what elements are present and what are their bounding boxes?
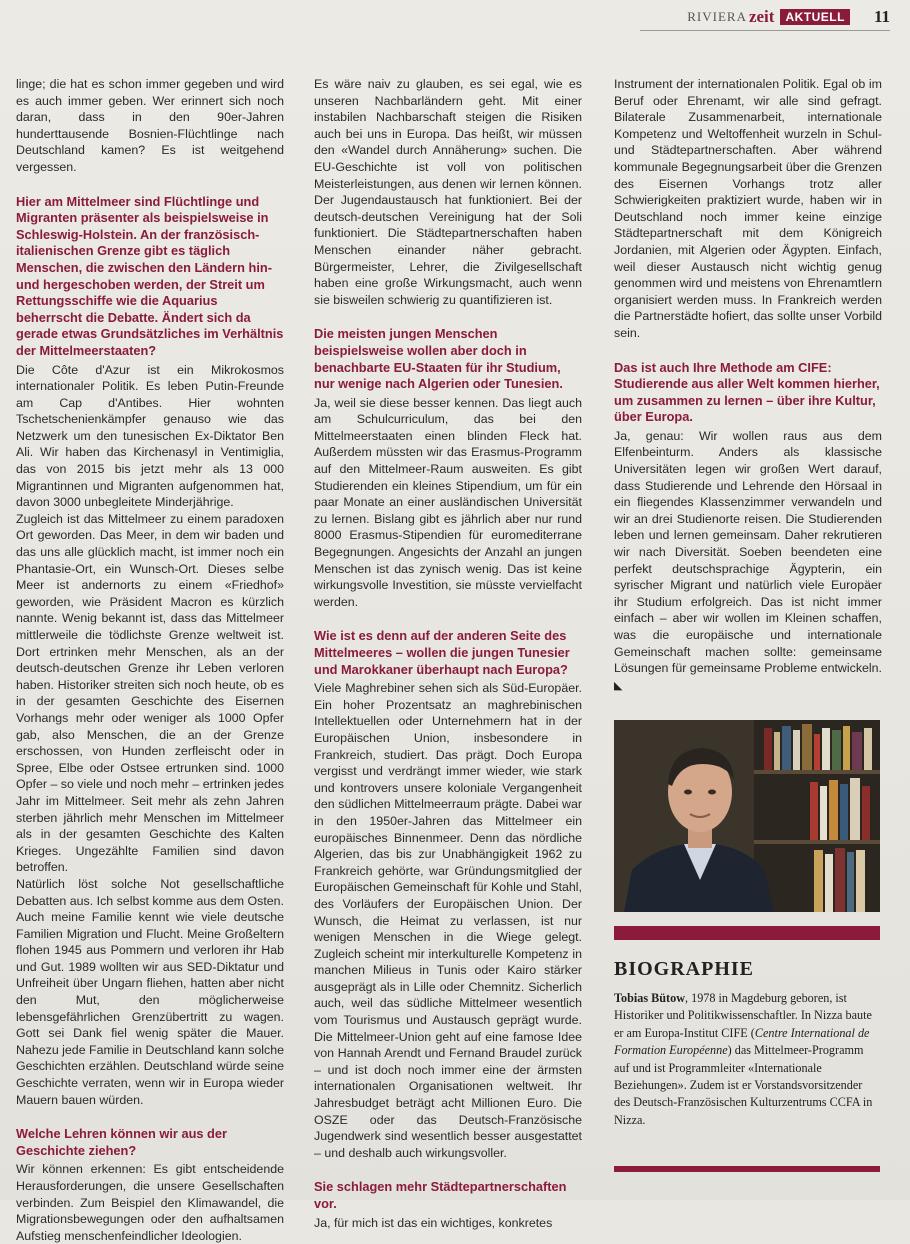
paragraph: Die Côte d'Azur ist ein Mikrokosmos internationaler Politik. Es leben Putin-Freunde am Cap d'Antibes. Hier wohnten Tschetschenienkämpfer genauso wie das Netzwerk um den tunesischen Ex-Diktator Ben Ali. Wir haben das Kirchenasyl in Ventimiglia, das von 2015 bis jetzt mehr als 13 000 Migrantinnen und Migranten aufgenommen hat, davon 3000 unbegleitete Minderjährige. [16, 362, 284, 510]
biography-name: Tobias Bütow [614, 991, 686, 1005]
paragraph-text: Ja, genau: Wir wollen raus aus dem Elfenbeinturm. Anders als klassische Universitäten legen wir großen Wert darauf, dass Studierende und Lehrende den Hörsaal in ein fliegendes Klassenzimmer verwandeln und wir an drei Studienorte reisen. Die Studierenden leben und lernen gemeinsam. Daher rekrutieren wir nach Diversität. Soeben beendeten eine perfekt deutschsprachige Ägypterin, ein syrischer Migrant und natürlich viele Europäer ihr Studium erfolgreich. Das ist nicht immer einfach – aber wir wollen im Kleinen schaffen, was die europäische und internationale Gemeinschaft machen sollte: gemeinsame Lösungen für gemeinsame Probleme entwickeln. [614, 428, 882, 676]
biography-title: BIOGRAPHIE [614, 958, 755, 980]
column-2 [314, 76, 582, 1231]
end-mark-icon: ◣ [614, 679, 623, 692]
paragraph: linge; die hat es schon immer gegeben und wird es auch immer geben. Wer erinnert sich noch daran, dass in den 90er-Jahren hunderttausende Bosnien-Flüchtlinge nach Deutschland kamen? Es ist weitgehend vergessen. [16, 77, 284, 174]
biography-institute-name: Centre International de Formation Européenne [614, 1025, 870, 1058]
paragraph: Natürlich löst solche Not gesellschaftliche Debatten aus. Ich selbst komme aus dem Osten. Auch meine Familie kennt wie viele deutsche Familien Migration und Flucht. Meine Großeltern flohen 1945 aus Pommern und verloren ihr Hab und Gut. 1989 wollten wir aus SED-Diktatur und Unfreiheit über Ungarn fliehen, hatten aber nicht den Mut, den möglicherweise lebensgefährlichen Grenzübertritt zu wagen. Gott sei Dank fiel wenig später die Mauer. Nahezu jede Familie in Deutschland kann solche Geschichten erzählen. Deutschland würde seine Geschichte verraten, wenn wir in Europa wieder Mauern bauen würden. [16, 876, 284, 1107]
biography-text [614, 990, 880, 1129]
paragraph: Zugleich ist das Mittelmeer zu einem paradoxen Ort geworden. Das Meer, in dem wir baden und das uns alle glücklich macht, ist immer noch ein Phantasie-Ort, ein Wunsch-Ort. Dieses selbe Meer ist andernorts zu einem «Friedhof» geworden, wie Präsident Macron es kürzlich nannte. Wenig bekannt ist, dass das Mittelmeer mittlerweile die tödlichste Grenze weltweit ist. Dort ertrinken mehr Menschen, als an der deutsch-deutschen Grenze ihr Leben verloren haben. Historiker streiten sich noch heute, ob es in der gesamten Geschichte des Eisernen Vorhangs mehr oder weniger als 1000 Opfer gab, also Menschen, die an der Grenze erschossen, von Hunden zerfleischt oder in Spree, Elbe oder Ostsee ertrunken sind. 1000 Opfer – so viele und noch mehr – ertrinken jedes Jahr im Mittelmeer. Seit mehr als zehn Jahren sterben jährlich mehr Menschen im Mittelmeer als in der gesamten Geschichte des Kalten Krieges. Ungezählte Familien sind davon betroffen. [16, 511, 284, 875]
header-rule [640, 30, 890, 31]
paragraph: Wir können erkennen: Es gibt entscheidende Herausforderungen, die unsere Gesellschaften verbinden. Zum Beispiel den Klimawandel, die Migrationsbewegungen oder den aufhaltsamen Aufstieg menschenfeindlicher Ideologien. [16, 1162, 284, 1243]
biography-text-a: , 1978 in Magdeburg geboren, ist Historiker und Politikwissenschaftler. In Nizza baute er am Europa-Institut CIFE ( [614, 991, 872, 1040]
page-number: 11 [873, 7, 890, 26]
biography-rule-bottom [614, 1166, 880, 1172]
biography-rule-top [614, 926, 880, 940]
page-header [620, 6, 890, 28]
column-1 [16, 76, 284, 1244]
paragraph: Es wäre naiv zu glauben, es sei egal, wie es unseren Nachbarländern geht. Mit einer instabilen Nachbarschaft steigen die Risiken auch bei uns in Europa. Das heißt, wir müssen den «Wandel durch Annäherung» suchen. Die EU-Geschichte ist voll von politischen Meisterleistungen, aus denen wir lernen können. Der Jugendaustausch hat funktioniert. Bei der deutsch-deutschen Vereinigung hat der Soli funktioniert. Die Städtepartnerschaften haben Menschen einander näher gebracht. Bürgermeister, Lehrer, die Zivilgesellschaft haben eine große Wirkungsmacht, auch wenn sie bisweilen schwierig zu quantifizieren ist. [314, 77, 582, 307]
paragraph: Ja, weil sie diese besser kennen. Das liegt auch am Schulcurriculum, das bei den Mittelmeerstaaten einen blinden Fleck hat. Außerdem müssten wir das Erasmus-Programm auf den Mittelmeer-Raum ausweiten. Es gibt Studierenden ein kleines Stipendium, um für ein paar Monate an einer ausländischen Universität zu lernen. Bislang gibt es jährlich aber nur rund 8000 Erasmus-Stipendien für euromediterrane Begegnungen. Angesichts der Anzahl an jungen Menschen ist das zynisch wenig. Das ist keine wirkungsvolle Investition, sie müsste vervielfacht werden. [314, 395, 582, 609]
portrait-illustration [614, 720, 880, 912]
paragraph [614, 428, 882, 695]
interview-question: Das ist auch Ihre Methode am CIFE: Studierende aus aller Welt kommen hierher, um zusammen zu lernen – über ihre Kultur, über Europa. [614, 359, 880, 425]
portrait-photo [614, 720, 880, 912]
interview-question: Die meisten jungen Menschen beispielsweise wollen aber doch in benachbarte EU-Staaten für ihr Studium, nur wenige nach Algerien oder Tunesien. [314, 326, 563, 392]
interview-question: Hier am Mittelmeer sind Flüchtlinge und Migranten präsenter als beispielsweise in Schleswig-Holstein. An der französisch-italienischen Grenze gibt es täglich Menschen, die zwischen den Ländern hin- und hergeschoben werden, der Streit um Rettungsschiffe wie die Aquarius beherrscht die Debatte. Ändert sich da gerade etwas Grundsätzliches im Verhältnis der Mittelmeerstaaten? [16, 193, 284, 358]
column-3 [614, 76, 882, 694]
paragraph: Viele Maghrebiner sehen sich als Süd-Europäer. Ein hoher Prozentsatz an maghrebinischen Intellektuellen oder Unternehmern hat in der Europäischen Union, insbesondere in Frankreich, studiert. Das prägt. Doch Europa vergisst und verdrängt immer wieder, wie stark und kontrovers unsere koloniale Vergangenheit den südlichen Mittelmeerraum prägte. Dabei war in den 1950er-Jahren das Mittelmeer ein europäisches Binnenmeer. Denn das nördliche Algerien, das bis zur Unabhängigkeit 1962 zu Frankreich gehörte, war Gründungsmitglied der Europäischen Gemeinschaft für Kohle und Stahl, des Vorläufers der Europäischen Union. Der Wunsch, die Heimat zu verlassen, ist nur wenigen Menschen in die Wiege gelegt. Zugleich scheint mir interkulturelle Kompetenz in manchen Milieus in Tunis oder Kairo stärker ausgeprägt als in Lille oder Chemnitz. Sicherlich auch, weil das südliche Mittelmeer wesentlich vom Tourismus und Austausch geprägt wurde. Die Mittelmeer-Union geht auf eine famose Idee von Hannah Arendt und Fernand Braudel zurück – und ist doch noch immer eine der ärmsten internationalen Organisationen weltweit. Ihr Jahresbudget beträgt acht Millionen Euro. Die OSZE oder das Deutsch-Französische Jugendwerk sind wesentlich besser ausgestattet – und deshalb auch wirkungsvoller. [314, 681, 582, 1160]
interview-question: Welche Lehren können wir aus der Geschichte ziehen? [16, 1126, 227, 1158]
brand-riviera: RIVIERA [687, 9, 747, 24]
paragraph: Instrument der internationalen Politik. Egal ob im Beruf oder Ehrenamt, wir alle sind gefragt. Bilaterale Zusammenarbeit, internationale Kompetenz und Weltoffenheit wurzeln in Schul- und Städtepartnerschaften. Aber während kommunale Begegnungsarbeit über die Grenzen des Eisernen Vorhangs trotz aller Schwierigkeiten praktiziert wurde, haben wir in Deutschland noch immer keine einzige Städtepartnerschaft mit dem Königreich Jordanien, mit Algerien oder Ägypten. Einfach, weil dieser Austausch nicht wichtig genug genommen wird und meistens von Ehrenamtlern organisiert werden muss. In Frankreich werden die Partnerstädte hofiert, das sollte unser Vorbild sein. [614, 77, 882, 340]
interview-question: Sie schlagen mehr Städtepartnerschaften vor. [314, 1179, 567, 1211]
bookshelf [754, 720, 880, 912]
section-badge: AKTUELL [780, 9, 850, 25]
paragraph: Ja, für mich ist das ein wichtiges, konkretes [314, 1215, 553, 1230]
interview-question: Wie ist es denn auf der anderen Seite des Mittelmeeres – wollen die jungen Tunesier und Marokkaner überhaupt nach Europa? [314, 628, 570, 677]
brand-zeit: zeit [748, 7, 775, 26]
biography-text-b: ) das Mittelmeer-Programm auf und ist Programmleiter «Internationale Beziehungen». Zudem ist er Vorstandsvorsitzender des Deutsch-Französischen Kulturzentrums CCFA in Nizza. [614, 1043, 873, 1127]
